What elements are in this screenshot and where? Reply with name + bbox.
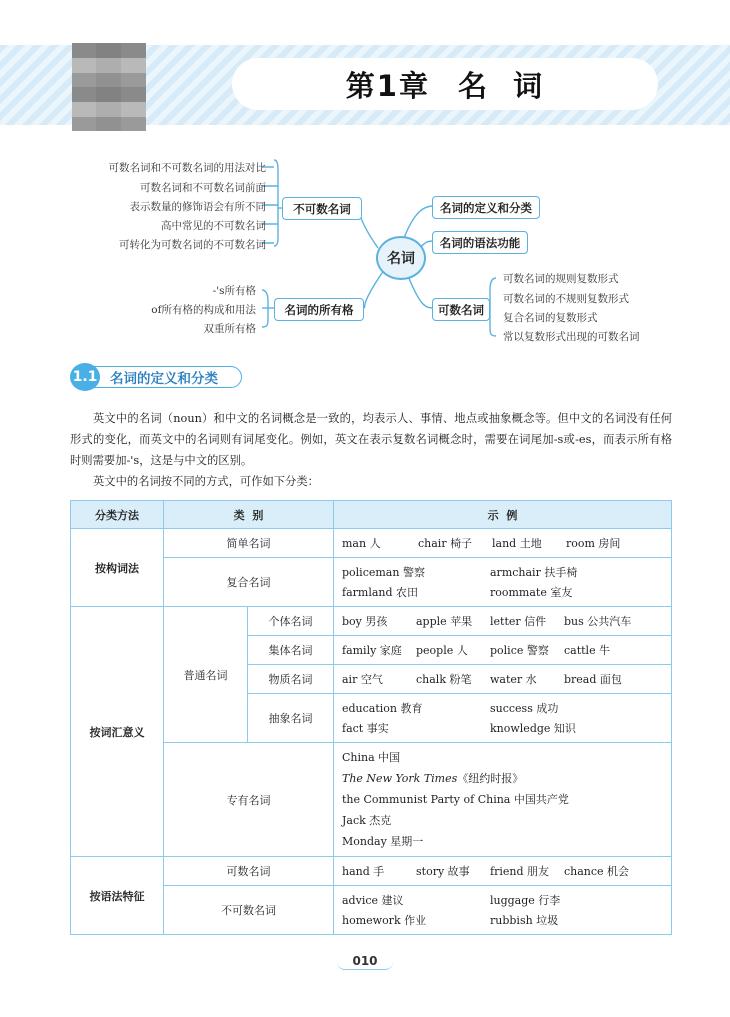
header-category: 类 别 (164, 501, 334, 529)
examples-abstract (334, 694, 672, 743)
mindmap-countable-item-4: 常以复数形式出现的可数名词 (503, 331, 640, 343)
example-item: farmland 农田 (342, 586, 419, 599)
example-translation: 《纽约时报》 (457, 772, 524, 785)
intro-paragraph: 英文中的名词（noun）和中文的名词概念是一致的，均表示人、事情、地点或抽象概念等。但中文的名词没有任何形式的变化，而英文中的名词则有词尾变化。例如，英文在表示复数名词概念时，需要在词尾加-s或-es，而表示所有格时则需要加-'s，这是与中文的区别。 (70, 412, 672, 467)
example-item: water 水 (490, 673, 537, 686)
examples-collective (334, 636, 672, 665)
mindmap-countable-box: 可数名词 (432, 298, 490, 321)
example-item: bus 公共汽车 (564, 615, 632, 628)
mindmap-countable-item-2: 可数名词的不规则复数形式 (503, 293, 629, 305)
table-row (71, 529, 672, 558)
cat-material: 物质名词 (248, 665, 334, 694)
cat-proper: 专有名词 (164, 743, 334, 857)
mindmap-connectors (0, 0, 730, 360)
method-grammar: 按语法特征 (71, 857, 164, 935)
mindmap-countable-item-1: 可数名词的规则复数形式 (503, 273, 619, 285)
examples-material (334, 665, 672, 694)
cat-uncountable: 不可数名词 (164, 886, 334, 935)
example-item: success 成功 (490, 702, 559, 715)
examples-simple (334, 529, 672, 558)
example-item: rubbish 垃圾 (490, 914, 559, 927)
page-number: 010 (352, 954, 378, 968)
examples-proper (334, 743, 672, 857)
mindmap-definition-box: 名词的定义和分类 (432, 196, 540, 219)
example-item: family 家庭 (342, 644, 402, 657)
section-heading (70, 363, 244, 391)
example-item: room 房间 (566, 537, 621, 550)
chapter-number: 第1章 (345, 68, 430, 103)
cat-collective: 集体名词 (248, 636, 334, 665)
example-item: story 故事 (416, 865, 470, 878)
example-item: police 警察 (490, 644, 549, 657)
cat-abstract: 抽象名词 (248, 694, 334, 743)
examples-countable (334, 857, 672, 886)
example-item: boy 男孩 (342, 615, 388, 628)
example-item: policeman 警察 (342, 566, 425, 579)
examples-individual (334, 607, 672, 636)
example-item: apple 苹果 (416, 615, 473, 628)
examples-compound (334, 558, 672, 607)
example-item: fact 事实 (342, 722, 389, 735)
mindmap-uncountable-item-2: 可数名词和不可数名词前面 (140, 182, 266, 194)
method-construction: 按构词法 (71, 529, 164, 607)
mindmap-uncountable-box: 不可数名词 (282, 197, 362, 220)
example-item: air 空气 (342, 673, 383, 686)
example-item: people 人 (416, 644, 468, 657)
mindmap-possessive-item-2: of所有格的构成和用法 (151, 304, 256, 316)
example-item: Jack 杰克 (342, 814, 392, 827)
cat-individual: 个体名词 (248, 607, 334, 636)
cat-simple: 简单名词 (164, 529, 334, 558)
example-item: education 教育 (342, 702, 423, 715)
example-item (342, 768, 671, 789)
example-item: knowledge 知识 (490, 722, 576, 735)
table-row (71, 607, 672, 636)
example-item: hand 手 (342, 865, 385, 878)
example-item: the Communist Party of China 中国共产党 (342, 793, 569, 806)
example-item: land 土地 (492, 537, 542, 550)
header-method: 分类方法 (71, 501, 164, 529)
example-item: roommate 室友 (490, 586, 573, 599)
example-italic-title: The New York Times (342, 772, 458, 785)
example-item: armchair 扶手椅 (490, 566, 578, 579)
cat-countable: 可数名词 (164, 857, 334, 886)
example-item: chair 椅子 (418, 537, 473, 550)
header-examples: 示 例 (334, 501, 672, 529)
mindmap-uncountable-item-3: 表示数量的修饰语会有所不同 (129, 201, 266, 213)
mindmap-uncountable-item-5: 可转化为可数名词的不可数名词 (119, 239, 266, 251)
example-item: luggage 行李 (490, 894, 561, 907)
example-item: Monday 星期一 (342, 835, 424, 848)
cat-compound: 复合名词 (164, 558, 334, 607)
example-item: cattle 牛 (564, 644, 611, 657)
chapter-word: 名 词 (457, 68, 545, 103)
mindmap-possessive-box: 名词的所有格 (274, 298, 364, 321)
example-item: homework 作业 (342, 914, 427, 927)
mindmap-countable-item-3: 复合名词的复数形式 (503, 312, 598, 324)
example-item: man 人 (342, 537, 381, 550)
example-item: chance 机会 (564, 865, 630, 878)
mindmap-grammar-box: 名词的语法功能 (432, 231, 528, 254)
classification-intro: 英文中的名词按不同的方式，可作如下分类： (93, 475, 319, 488)
example-item: chalk 粉笔 (416, 673, 472, 686)
section-title: 名词的定义和分类 (94, 366, 242, 388)
example-item: letter 信件 (490, 615, 547, 628)
example-item: friend 朋友 (490, 865, 549, 878)
cat-common: 普通名词 (164, 607, 248, 743)
noun-classification-table (70, 500, 672, 935)
mindmap-possessive-item-1: -'s所有格 (212, 285, 256, 297)
mindmap-possessive-item-3: 双重所有格 (203, 323, 256, 335)
example-item: China 中国 (342, 751, 401, 764)
table-row (71, 857, 672, 886)
mindmap-uncountable-item-1: 可数名词和不可数名词的用法对比 (108, 162, 266, 174)
method-meaning: 按词汇意义 (71, 607, 164, 857)
mindmap-center-node: 名词 (376, 236, 426, 280)
examples-uncountable (334, 886, 672, 935)
section-number: 1.1 (70, 363, 100, 391)
example-item: advice 建议 (342, 894, 404, 907)
mindmap-uncountable-item-4: 高中常见的不可数名词 (161, 220, 266, 232)
example-item: bread 面包 (564, 673, 622, 686)
table-header-row (71, 501, 672, 529)
